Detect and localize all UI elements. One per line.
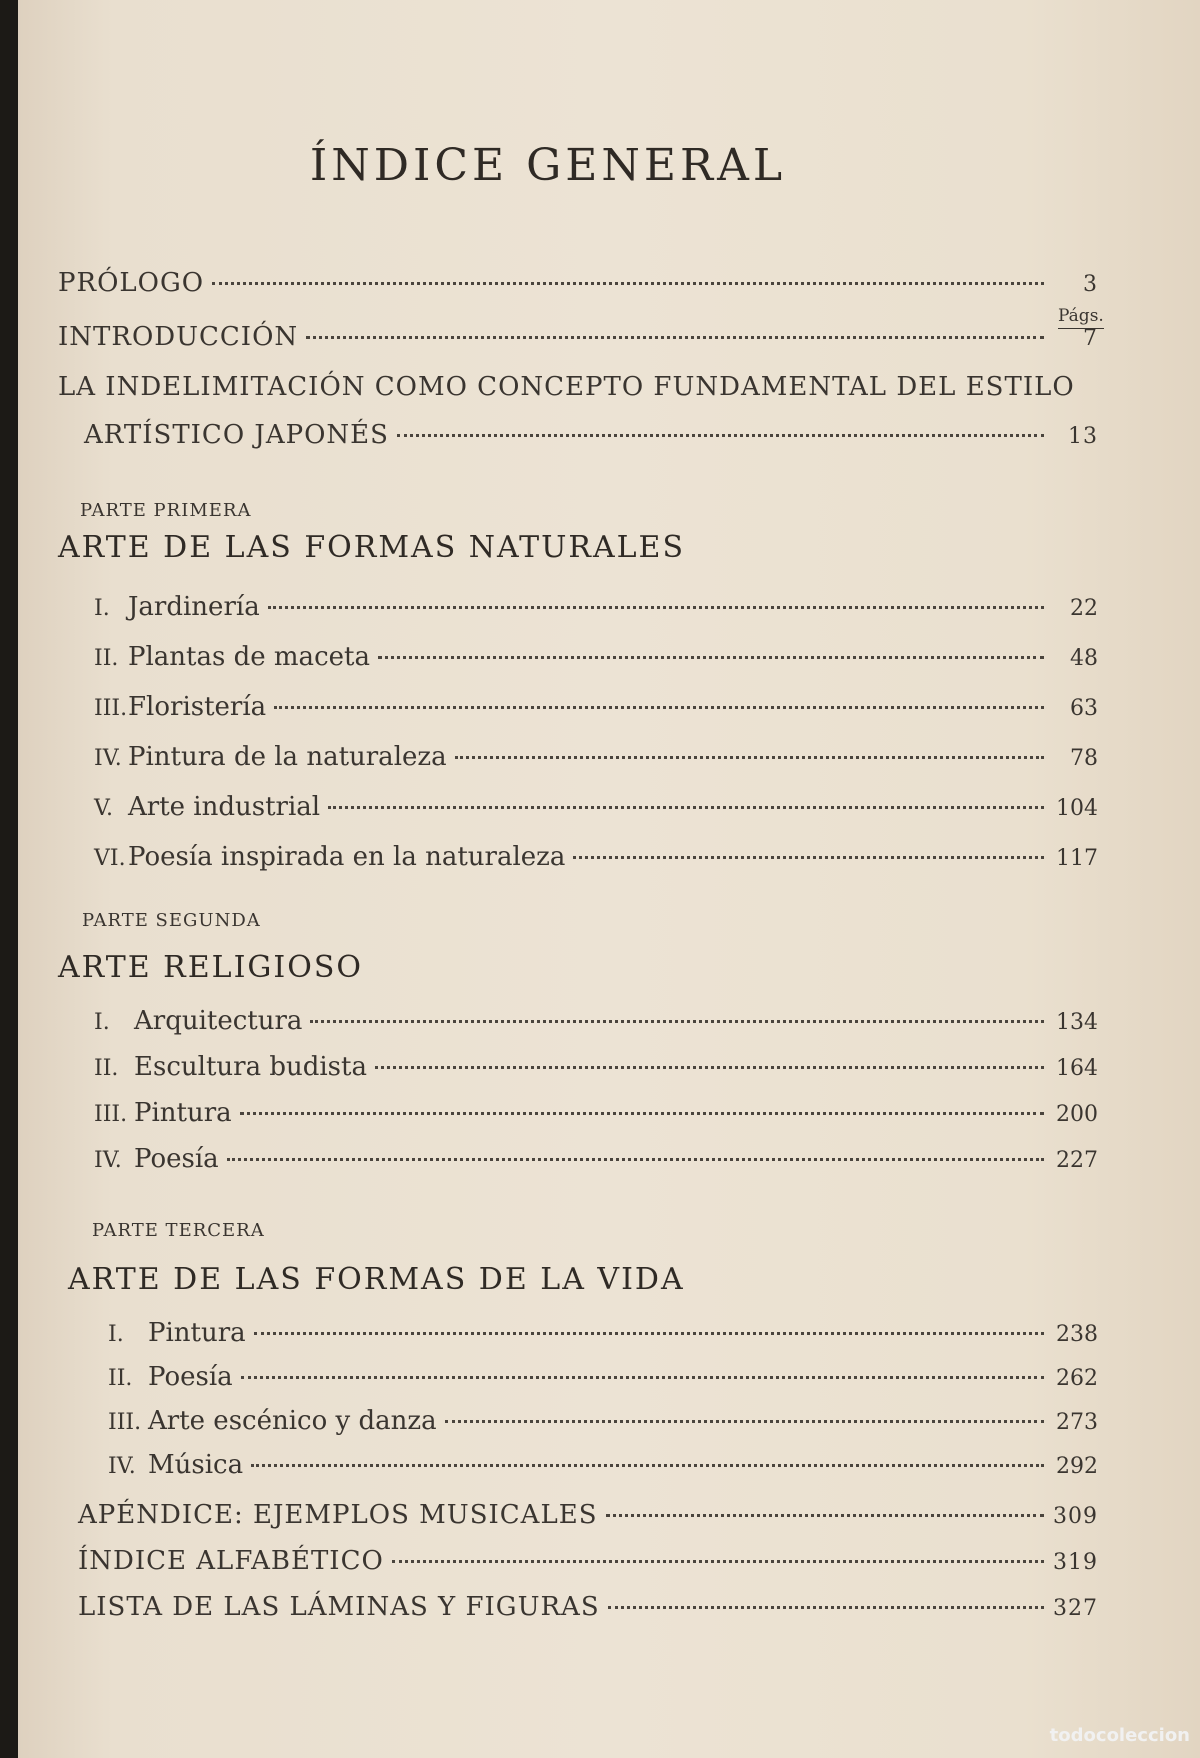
chapter-row[interactable] [94, 692, 1098, 722]
dot-leader [573, 856, 1044, 859]
chapter-page: 104 [1056, 796, 1098, 821]
chapter-row[interactable] [108, 1450, 1098, 1480]
part-label: PARTE TERCERA [92, 1220, 265, 1241]
chapter-title: Pintura [148, 1318, 246, 1348]
chapter-page: 78 [1070, 746, 1098, 771]
dot-leader [254, 1332, 1044, 1335]
chapter-number: II. [108, 1366, 133, 1391]
dot-leader [241, 1376, 1044, 1379]
chapter-row[interactable] [108, 1318, 1098, 1348]
toc-entry-label: LISTA DE LAS LÁMINAS Y FIGURAS [78, 1592, 600, 1622]
dot-leader [310, 1020, 1044, 1023]
toc-entry-prologo[interactable] [58, 268, 1098, 298]
chapter-page: 238 [1056, 1322, 1098, 1347]
chapter-page: 292 [1056, 1454, 1098, 1479]
chapter-number: I. [108, 1322, 124, 1347]
toc-entry-introduccion[interactable] [58, 322, 1098, 352]
chapter-title: Plantas de maceta [128, 642, 370, 672]
chapter-number: IV. [108, 1454, 136, 1479]
chapter-number: I. [94, 596, 110, 621]
toc-entry-indelimitacion[interactable] [58, 372, 1098, 402]
page-title: ÍNDICE GENERAL [309, 140, 787, 191]
chapter-page: 262 [1056, 1366, 1098, 1391]
book-page [18, 0, 1200, 1758]
chapter-number: II. [94, 1056, 119, 1081]
chapter-number: V. [94, 796, 114, 821]
dot-leader [455, 756, 1044, 759]
toc-entry-label: ÍNDICE ALFABÉTICO [78, 1546, 384, 1576]
toc-entry-page: 13 [1068, 424, 1098, 449]
toc-entry-label: ARTÍSTICO JAPONÉS [84, 420, 389, 450]
dot-leader [606, 1514, 1044, 1517]
chapter-row[interactable] [94, 1006, 1098, 1036]
pages-column-label: Págs. [1058, 306, 1104, 329]
toc-entry-page: 7 [1083, 326, 1098, 351]
toc-entry-indice-alfabetico[interactable] [78, 1546, 1098, 1576]
chapter-title: Pintura de la naturaleza [128, 742, 447, 772]
chapter-number: IV. [94, 1148, 122, 1173]
chapter-number: I. [94, 1010, 110, 1035]
part-heading: ARTE DE LAS FORMAS DE LA VIDA [68, 1262, 685, 1297]
chapter-page: 273 [1056, 1410, 1098, 1435]
part-label: PARTE PRIMERA [80, 500, 252, 521]
chapter-title: Floristería [128, 692, 267, 722]
dot-leader [251, 1464, 1044, 1467]
chapter-number: VI. [94, 846, 126, 871]
chapter-page: 134 [1056, 1010, 1098, 1035]
toc-entry-label: INTRODUCCIÓN [58, 322, 299, 352]
chapter-row[interactable] [94, 1052, 1098, 1082]
chapter-page: 164 [1056, 1056, 1098, 1081]
toc-entry-label: APÉNDICE: EJEMPLOS MUSICALES [78, 1500, 598, 1530]
toc-entry-label: LA INDELIMITACIÓN COMO CONCEPTO FUNDAMENTAL DEL ESTILO [58, 372, 1075, 402]
chapter-number: III. [94, 696, 128, 721]
dot-leader [240, 1112, 1044, 1115]
part-heading: ARTE DE LAS FORMAS NATURALES [58, 530, 685, 565]
dot-leader [608, 1606, 1044, 1609]
chapter-title: Poesía [148, 1362, 233, 1392]
chapter-row[interactable] [94, 842, 1098, 872]
toc-entry-artistico-japones[interactable] [84, 420, 1098, 450]
dot-leader [378, 656, 1044, 659]
chapter-row[interactable] [108, 1362, 1098, 1392]
chapter-title: Arte escénico y danza [148, 1406, 437, 1436]
toc-entry-lista-laminas[interactable] [78, 1592, 1098, 1622]
dot-leader [445, 1420, 1044, 1423]
chapter-page: 117 [1056, 846, 1098, 871]
chapter-row[interactable] [94, 1098, 1098, 1128]
toc-entry-page: 3 [1083, 272, 1098, 297]
chapter-row[interactable] [94, 1144, 1098, 1174]
chapter-number: III. [94, 1102, 128, 1127]
chapter-page: 227 [1056, 1148, 1098, 1173]
chapter-number: IV. [94, 746, 122, 771]
chapter-title: Jardinería [128, 592, 260, 622]
chapter-number: III. [108, 1410, 142, 1435]
dot-leader [212, 282, 1044, 285]
chapter-title: Poesía inspirada en la naturaleza [128, 842, 566, 872]
part-heading: ARTE RELIGIOSO [58, 950, 363, 985]
chapter-number: II. [94, 646, 119, 671]
dot-leader [306, 336, 1044, 339]
chapter-title: Pintura [134, 1098, 232, 1128]
dot-leader [392, 1560, 1044, 1563]
dot-leader [227, 1158, 1044, 1161]
toc-entry-page: 327 [1053, 1596, 1098, 1621]
watermark-logo: todocoleccion [1049, 1725, 1190, 1746]
chapter-page: 48 [1070, 646, 1098, 671]
dot-leader [328, 806, 1044, 809]
toc-entry-apendice[interactable] [78, 1500, 1098, 1530]
chapter-title: Música [148, 1450, 244, 1480]
chapter-row[interactable] [94, 642, 1098, 672]
chapter-title: Arquitectura [134, 1006, 303, 1036]
dot-leader [274, 706, 1044, 709]
chapter-row[interactable] [94, 792, 1098, 822]
chapter-row[interactable] [94, 742, 1098, 772]
chapter-row[interactable] [94, 592, 1098, 622]
dot-leader [375, 1066, 1044, 1069]
dot-leader [397, 434, 1044, 437]
part-label: PARTE SEGUNDA [82, 910, 261, 931]
chapter-page: 22 [1070, 596, 1098, 621]
chapter-row[interactable] [108, 1406, 1098, 1436]
chapter-page: 200 [1056, 1102, 1098, 1127]
toc-entry-label: PRÓLOGO [58, 268, 205, 298]
chapter-title: Poesía [134, 1144, 219, 1174]
toc-entry-page: 309 [1053, 1504, 1098, 1529]
dot-leader [268, 606, 1044, 609]
chapter-title: Escultura budista [134, 1052, 367, 1082]
toc-entry-page: 319 [1053, 1550, 1098, 1575]
chapter-title: Arte industrial [128, 792, 321, 822]
chapter-page: 63 [1070, 696, 1098, 721]
